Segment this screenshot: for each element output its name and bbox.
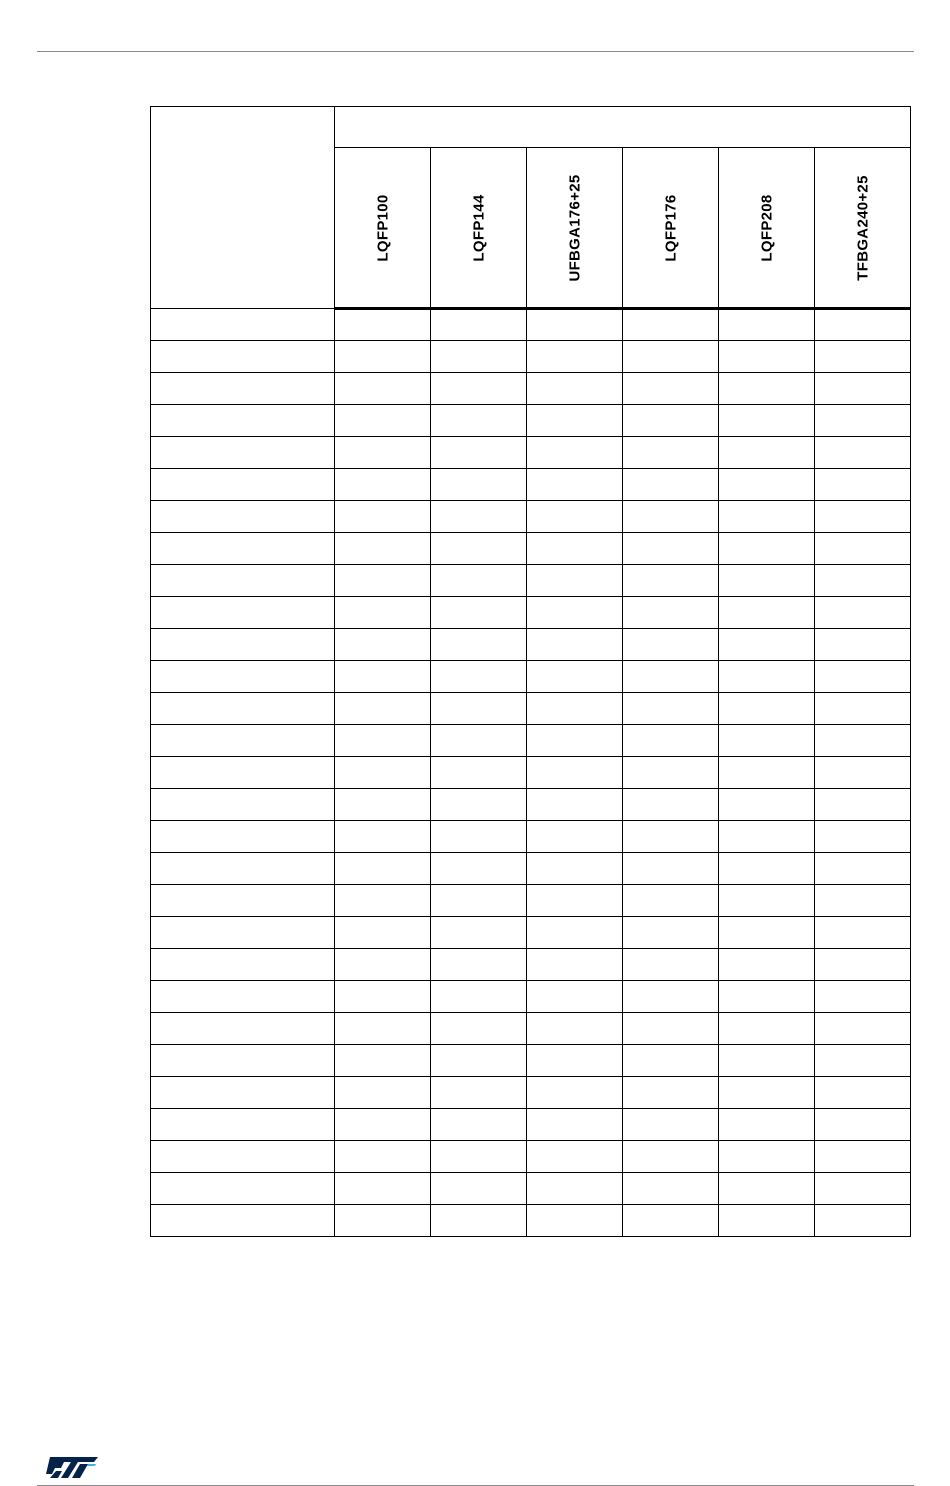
pin-cell [527, 309, 623, 341]
row-label-cell [151, 1173, 335, 1205]
pin-cell [527, 1045, 623, 1077]
pin-cell [527, 469, 623, 501]
row-label-cell [151, 565, 335, 597]
pin-cell [719, 1045, 815, 1077]
pin-cell [431, 1141, 527, 1173]
pin-cell [431, 309, 527, 341]
pin-cell [335, 693, 431, 725]
pin-cell [815, 1077, 911, 1109]
pin-cell [527, 437, 623, 469]
row-label-cell [151, 885, 335, 917]
pin-cell [335, 437, 431, 469]
pin-cell [335, 1109, 431, 1141]
pin-cell [335, 501, 431, 533]
pin-cell [335, 469, 431, 501]
table-row [151, 1205, 911, 1237]
pin-cell [527, 917, 623, 949]
package-group-header-cell [335, 107, 911, 148]
table-row [151, 949, 911, 981]
package-label: UFBGA176+25 [566, 173, 583, 282]
package-label: LQFP208 [758, 193, 775, 262]
table-row [151, 309, 911, 341]
table-body [151, 309, 911, 1237]
pin-cell [719, 661, 815, 693]
pin-cell [527, 565, 623, 597]
package-header-cell [431, 148, 527, 309]
pin-cell [527, 373, 623, 405]
pin-cell [719, 1141, 815, 1173]
table-row [151, 373, 911, 405]
pin-cell [527, 1141, 623, 1173]
pin-cell [335, 565, 431, 597]
row-label-cell [151, 1045, 335, 1077]
table-row [151, 1141, 911, 1173]
pin-cell [815, 821, 911, 853]
pin-cell [335, 597, 431, 629]
pin-cell [431, 853, 527, 885]
row-label-cell [151, 341, 335, 373]
pin-cell [719, 405, 815, 437]
pin-cell [335, 661, 431, 693]
pin-cell [719, 853, 815, 885]
pin-cell [815, 373, 911, 405]
pin-cell [815, 725, 911, 757]
pin-cell [527, 821, 623, 853]
package-header-cell [335, 148, 431, 309]
package-label: LQFP100 [374, 193, 391, 262]
pin-cell [527, 405, 623, 437]
pin-cell [815, 1205, 911, 1237]
pin-cell [335, 821, 431, 853]
pin-cell [335, 757, 431, 789]
pin-cell [431, 1077, 527, 1109]
pin-cell [815, 501, 911, 533]
pin-cell [719, 341, 815, 373]
pin-cell [623, 565, 719, 597]
pin-cell [335, 373, 431, 405]
pin-cell [527, 693, 623, 725]
row-label-cell [151, 309, 335, 341]
pin-cell [335, 885, 431, 917]
table-row [151, 405, 911, 437]
pin-cell [623, 1205, 719, 1237]
pin-cell [623, 1109, 719, 1141]
pin-cell [527, 597, 623, 629]
pin-cell [623, 789, 719, 821]
table-row [151, 821, 911, 853]
pin-cell [719, 981, 815, 1013]
row-label-cell [151, 853, 335, 885]
pin-cell [623, 693, 719, 725]
pin-cell [623, 661, 719, 693]
pin-cell [719, 917, 815, 949]
pin-cell [815, 949, 911, 981]
package-header-cell [815, 148, 911, 309]
pin-cell [431, 1109, 527, 1141]
pin-cell [815, 1109, 911, 1141]
pin-cell [431, 501, 527, 533]
st-logo-icon [44, 1454, 100, 1480]
pin-cell [431, 693, 527, 725]
pin-cell [431, 1173, 527, 1205]
pin-cell [815, 405, 911, 437]
pin-cell [815, 565, 911, 597]
pin-cell [623, 757, 719, 789]
pin-cell [335, 1013, 431, 1045]
pin-cell [719, 629, 815, 661]
pin-cell [623, 597, 719, 629]
pin-cell [815, 341, 911, 373]
pin-cell [815, 629, 911, 661]
pin-cell [719, 437, 815, 469]
pin-cell [431, 949, 527, 981]
row-label-cell [151, 405, 335, 437]
pin-cell [623, 949, 719, 981]
table-row [151, 789, 911, 821]
package-label: LQFP176 [662, 193, 679, 262]
pin-cell [431, 533, 527, 565]
pin-cell [719, 597, 815, 629]
pin-cell [719, 1077, 815, 1109]
header-rule [37, 51, 914, 52]
pin-cell [623, 1045, 719, 1077]
pin-cell [335, 1077, 431, 1109]
pin-cell [527, 533, 623, 565]
pin-cell [719, 789, 815, 821]
pin-cell [335, 309, 431, 341]
pin-cell [815, 661, 911, 693]
row-label-cell [151, 789, 335, 821]
pin-cell [719, 885, 815, 917]
row-label-cell [151, 501, 335, 533]
table-row [151, 725, 911, 757]
pin-cell [719, 469, 815, 501]
pin-cell [335, 405, 431, 437]
pin-cell [335, 725, 431, 757]
row-label-cell [151, 661, 335, 693]
table-group-header-row [151, 107, 911, 148]
pin-cell [815, 437, 911, 469]
pin-cell [815, 1045, 911, 1077]
pin-cell [335, 341, 431, 373]
pin-cell [623, 533, 719, 565]
row-label-cell [151, 469, 335, 501]
table-row [151, 469, 911, 501]
pin-cell [623, 437, 719, 469]
pin-cell [431, 437, 527, 469]
table-row [151, 501, 911, 533]
pin-cell [719, 533, 815, 565]
table-row [151, 1077, 911, 1109]
pin-cell [623, 309, 719, 341]
table-row [151, 917, 911, 949]
pin-cell [623, 373, 719, 405]
pin-cell [623, 501, 719, 533]
row-label-cell [151, 533, 335, 565]
pin-cell [815, 789, 911, 821]
table-row [151, 693, 911, 725]
pin-cell [335, 853, 431, 885]
pin-cell [623, 885, 719, 917]
table-row [151, 853, 911, 885]
pin-cell [815, 1141, 911, 1173]
pin-cell [527, 725, 623, 757]
pin-cell [527, 661, 623, 693]
pin-cell [335, 1141, 431, 1173]
pin-cell [815, 693, 911, 725]
table-row [151, 1045, 911, 1077]
table-row [151, 565, 911, 597]
pin-cell [719, 501, 815, 533]
pin-cell [719, 1109, 815, 1141]
pin-cell [431, 629, 527, 661]
pin-cell [431, 789, 527, 821]
row-label-cell [151, 821, 335, 853]
pin-cell [527, 789, 623, 821]
pin-cell [431, 1013, 527, 1045]
pin-cell [815, 757, 911, 789]
row-label-cell [151, 373, 335, 405]
pin-cell [623, 341, 719, 373]
pin-cell [431, 885, 527, 917]
pin-cell [335, 1205, 431, 1237]
table-row [151, 1013, 911, 1045]
pin-cell [431, 373, 527, 405]
package-label: TFBGA240+25 [854, 174, 871, 281]
pin-cell [719, 725, 815, 757]
pin-cell [815, 1173, 911, 1205]
package-header-cell [527, 148, 623, 309]
pin-cell [527, 341, 623, 373]
pin-cell [431, 1205, 527, 1237]
pin-cell [431, 661, 527, 693]
pin-cell [431, 405, 527, 437]
pin-cell [527, 981, 623, 1013]
pin-cell [623, 1141, 719, 1173]
pin-cell [719, 309, 815, 341]
pin-cell [623, 1013, 719, 1045]
row-label-cell [151, 949, 335, 981]
pin-cell [623, 405, 719, 437]
pin-cell [527, 853, 623, 885]
pin-cell [719, 1205, 815, 1237]
pin-cell [815, 1013, 911, 1045]
row-label-cell [151, 1077, 335, 1109]
pin-cell [719, 1013, 815, 1045]
pin-cell [431, 981, 527, 1013]
pin-cell [623, 821, 719, 853]
pin-cell [815, 917, 911, 949]
pin-cell [815, 533, 911, 565]
pin-cell [623, 1077, 719, 1109]
row-label-cell [151, 693, 335, 725]
pinout-table [150, 106, 911, 1237]
pin-cell [335, 629, 431, 661]
package-label: LQFP144 [470, 193, 487, 262]
row-label-cell [151, 1141, 335, 1173]
pin-cell [719, 949, 815, 981]
pin-cell [431, 1045, 527, 1077]
pin-cell [335, 981, 431, 1013]
pin-cell [719, 821, 815, 853]
pin-cell [815, 853, 911, 885]
table-corner-cell [151, 107, 335, 309]
table-row [151, 597, 911, 629]
row-label-cell [151, 1013, 335, 1045]
pin-cell [335, 1173, 431, 1205]
table-row [151, 981, 911, 1013]
pin-cell [527, 949, 623, 981]
row-label-cell [151, 437, 335, 469]
pin-cell [431, 725, 527, 757]
pin-cell [335, 917, 431, 949]
pin-cell [815, 469, 911, 501]
pin-cell [815, 981, 911, 1013]
pin-cell [527, 757, 623, 789]
row-label-cell [151, 629, 335, 661]
package-header-cell [623, 148, 719, 309]
pin-cell [815, 597, 911, 629]
pin-cell [623, 853, 719, 885]
table-row [151, 757, 911, 789]
table-row [151, 885, 911, 917]
pin-cell [431, 757, 527, 789]
pin-cell [527, 1205, 623, 1237]
pin-cell [527, 1173, 623, 1205]
table-row [151, 629, 911, 661]
pin-cell [431, 565, 527, 597]
pin-cell [719, 373, 815, 405]
pin-cell [431, 597, 527, 629]
pin-cell [431, 341, 527, 373]
pin-cell [527, 629, 623, 661]
row-label-cell [151, 1205, 335, 1237]
pin-cell [815, 309, 911, 341]
pin-cell [527, 1109, 623, 1141]
pin-cell [335, 533, 431, 565]
package-header-cell [719, 148, 815, 309]
pin-cell [623, 917, 719, 949]
table-row [151, 437, 911, 469]
row-label-cell [151, 917, 335, 949]
table-row [151, 1173, 911, 1205]
pin-cell [527, 1013, 623, 1045]
pin-cell [335, 789, 431, 821]
pin-cell [527, 885, 623, 917]
table-row [151, 661, 911, 693]
pin-cell [623, 1173, 719, 1205]
row-label-cell [151, 1109, 335, 1141]
pin-cell [623, 981, 719, 1013]
pin-cell [623, 725, 719, 757]
pin-cell [815, 885, 911, 917]
pin-cell [431, 469, 527, 501]
pin-cell [623, 469, 719, 501]
pin-cell [431, 917, 527, 949]
pin-cell [623, 629, 719, 661]
table-row [151, 533, 911, 565]
pin-cell [335, 949, 431, 981]
pin-cell [431, 821, 527, 853]
table-row [151, 1109, 911, 1141]
pin-cell [719, 565, 815, 597]
pin-cell [335, 1045, 431, 1077]
row-label-cell [151, 981, 335, 1013]
table-row [151, 341, 911, 373]
pin-cell [527, 501, 623, 533]
pin-cell [719, 1173, 815, 1205]
pin-cell [719, 693, 815, 725]
row-label-cell [151, 757, 335, 789]
pin-cell [719, 757, 815, 789]
row-label-cell [151, 597, 335, 629]
row-label-cell [151, 725, 335, 757]
pin-cell [527, 1077, 623, 1109]
